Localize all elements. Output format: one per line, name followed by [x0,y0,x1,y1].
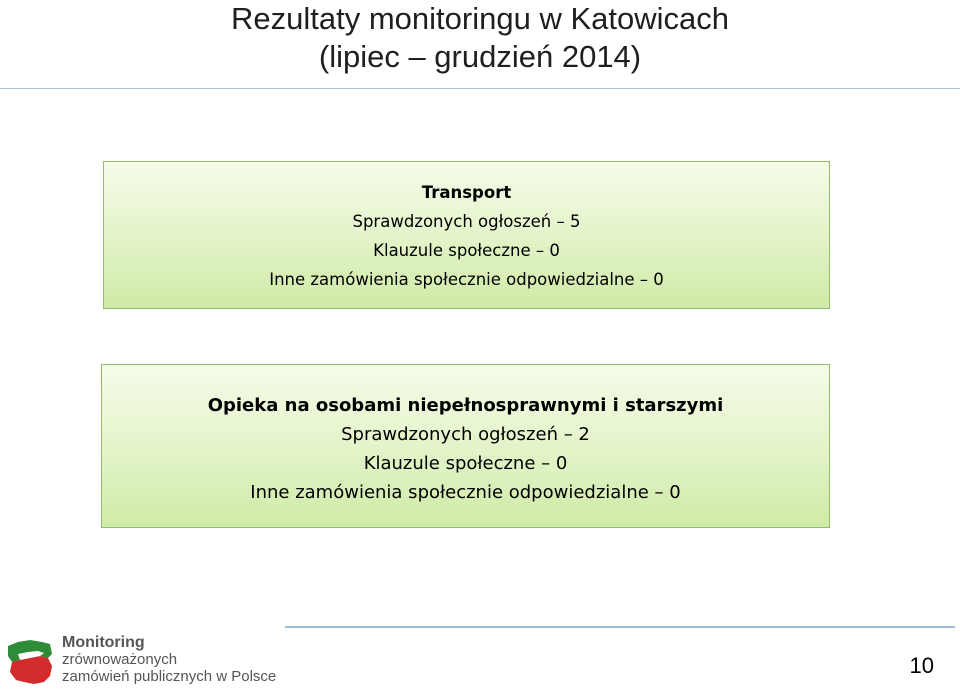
care-social-clauses: Klauzule społeczne – 0 [363,453,568,474]
transport-checked-ads: Sprawdzonych ogłoszeń – 5 [352,212,581,231]
transport-social-clauses: Klauzule społeczne – 0 [373,241,560,260]
footer-divider [285,626,955,628]
care-box [101,364,830,528]
monitoring-logo [4,632,294,688]
slide-title [0,0,960,76]
logo-text-line-2: zrównoważonych [62,651,178,668]
transport-other-procurements: Inne zamówienia społecznie odpowiedzialne – 0 [269,270,664,289]
slide-title-line-1: Rezultaty monitoringu w Katowicach [231,1,729,36]
transport-heading: Transport [421,183,512,202]
transport-box [103,161,830,309]
care-checked-ads: Sprawdzonych ogłoszeń – 2 [341,424,590,445]
poland-map-icon [4,636,56,688]
care-other-procurements: Inne zamówienia społecznie odpowiedzialne – 0 [250,482,681,503]
slide-title-line-2: (lipiec – grudzień 2014) [318,39,642,74]
title-divider [0,88,960,89]
page-number: 10 [909,653,934,678]
logo-text-line-1: Monitoring [62,634,145,651]
logo-text-line-3: zamówień publicznych w Polsce [62,668,277,685]
care-heading: Opieka na osobami niepełnosprawnymi i starszymi [207,395,724,416]
logo-text [62,634,276,685]
